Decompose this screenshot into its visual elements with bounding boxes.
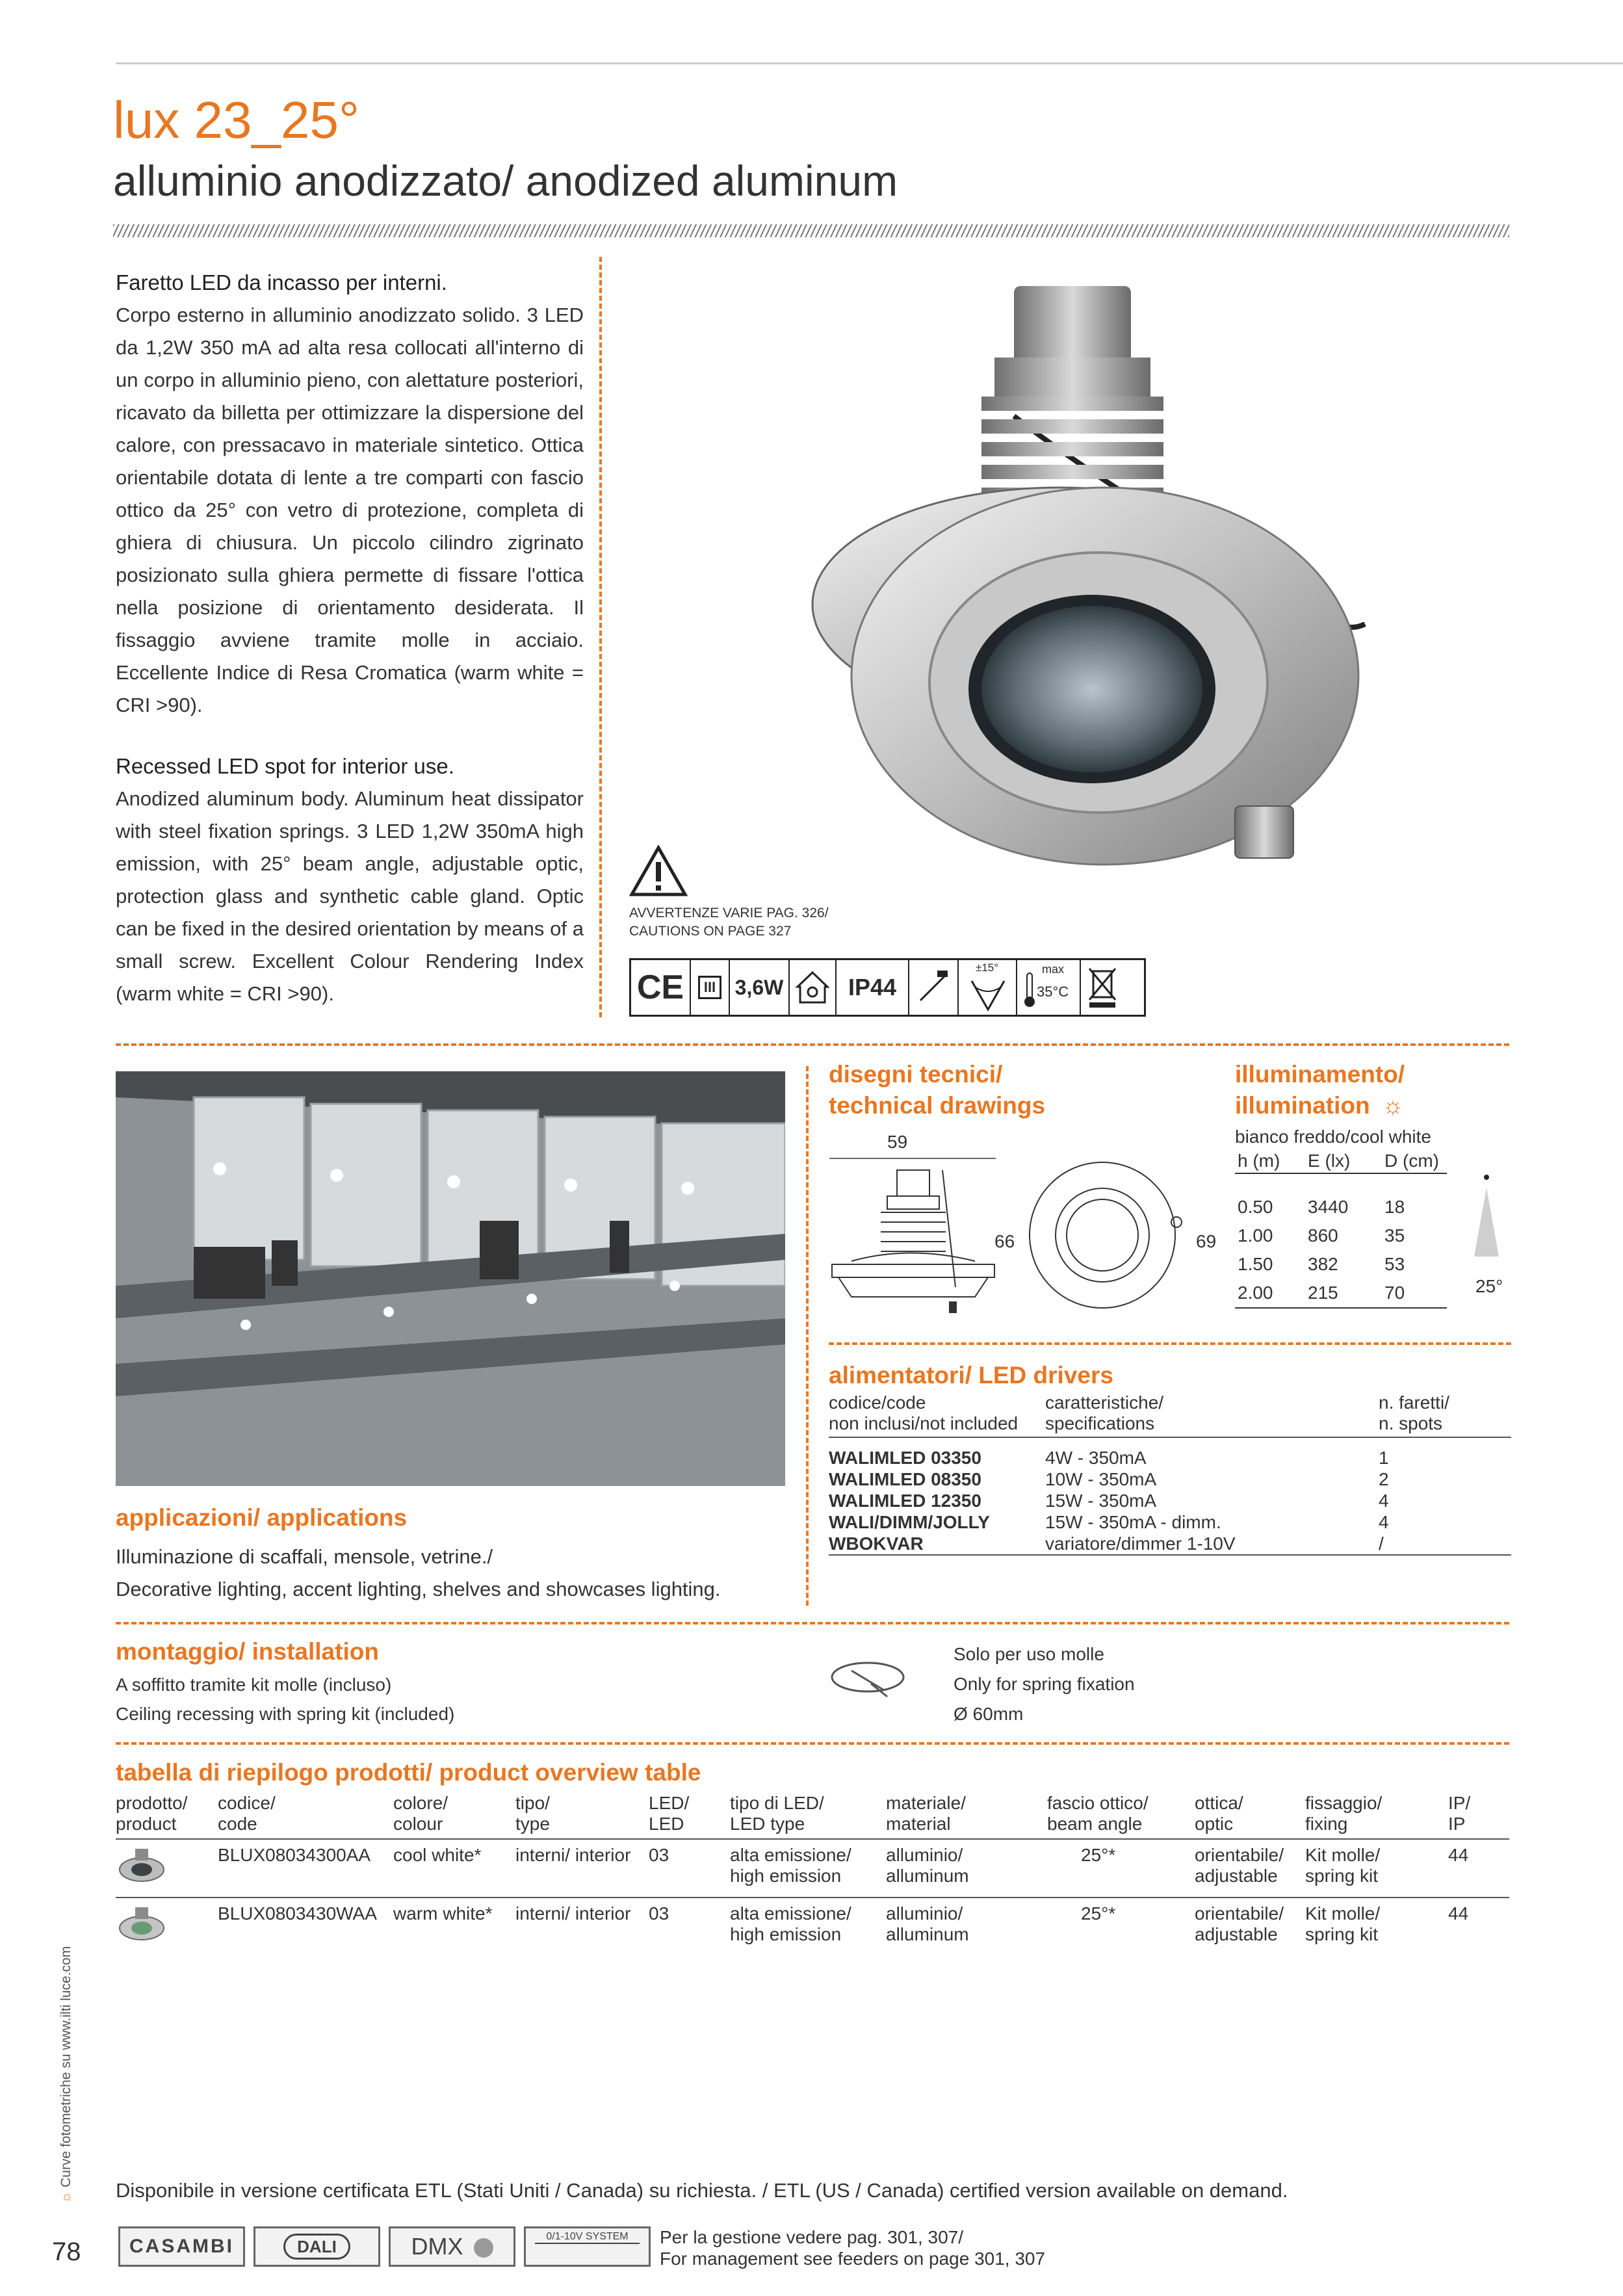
beam-angle-label: 25° (1475, 1276, 1503, 1296)
illumination-row: 2.00 215 70 (1235, 1279, 1447, 1308)
divider-horizontal-2 (116, 1622, 1509, 1624)
top-rule (116, 62, 1623, 64)
interior-icon (790, 960, 837, 1015)
casambi-logo: CASAMBI (118, 2226, 245, 2267)
management-line-1: Per la gestione vedere pag. 301, 307/ (660, 2227, 964, 2247)
description-en-title: Recessed LED spot for interior use. (116, 754, 454, 778)
driver-row: WALIMLED 12350 15W - 350mA 4 (829, 1491, 1389, 1511)
overview-row: BLUX08034300AA cool white* interni/ interior 03 alta emissione/ high emission alluminio/ alluminum 25°* orientabile/ adjustable Kit molle/ spring kit 44 (116, 1840, 1509, 1898)
dimension-height: 66 (994, 1231, 1015, 1251)
driver-row: WBOKVAR variatore/dimmer 1-10V / (829, 1533, 1511, 1556)
illumination-table (1235, 1149, 1447, 1309)
illumination-row: 0.50 3440 18 (1238, 1197, 1405, 1217)
class-iii-icon: III (691, 960, 730, 1015)
drivers-table (829, 1392, 1511, 1556)
dali-logo: DALI (253, 2226, 380, 2267)
warning-line-1: AVVERTENZE VARIE PAG. 326/ (629, 906, 829, 920)
description-it-title: Faretto LED da incasso per interni. (116, 270, 447, 294)
etl-note: Disponibile in versione certificata ETL (Stati Uniti / Canada) su richiesta. / ETL (US / Canada) certified version available on demand. (116, 2179, 1288, 2202)
installation-note-2: Only for spring fixation (954, 1674, 1135, 1694)
divider-vertical-middle (806, 1066, 809, 1606)
description (116, 267, 584, 1010)
divider-vertical-top (599, 257, 602, 1017)
overview-header-row: prodotto/ product codice/ code colore/ colour tipo/ type LED/ LED tipo di LED/ LED type materiale/ material fascio ottico/ beam angle ottica/ optic fissaggio/ fixing IP/ IP (116, 1793, 1509, 1840)
application-photo (116, 1071, 785, 1486)
page-subtitle: alluminio anodizzato/ anodized aluminum (113, 157, 898, 205)
illumination-title-2: illumination ☼ (1235, 1092, 1404, 1119)
installation-line-2: Ceiling recessing with spring kit (included) (116, 1704, 455, 1724)
weee-bin-icon (1081, 960, 1123, 1015)
illumination-row: 1.00 860 35 (1238, 1225, 1405, 1246)
ip-rating: IP44 (837, 960, 909, 1015)
drivers-header-row: codice/code non inclusi/not included caratteristiche/ specifications n. faretti/ n. spots (829, 1392, 1511, 1438)
applications-line-1: Illuminazione di scaffali, mensole, vetrine./ (116, 1545, 493, 1568)
divider-horizontal-1 (116, 1043, 1509, 1046)
page-title: lux 23_25° (113, 91, 359, 149)
technical-drawings-title-2: technical drawings (829, 1092, 1046, 1119)
ce-mark: CE (631, 960, 691, 1015)
dmx-logo: DMX (389, 2226, 515, 2267)
illumination-header: E (lx) (1308, 1151, 1351, 1171)
dimension-width: 59 (887, 1132, 908, 1152)
driver-row: WALI/DIMM/JOLLY 15W - 350mA - dimm. 4 (829, 1512, 1389, 1532)
dmx-globe-icon (474, 2238, 493, 2258)
illumination-title-1: illuminamento/ (1235, 1061, 1405, 1088)
illumination-row: 1.50 382 53 (1238, 1254, 1405, 1274)
drivers-title: alimentatori/ LED drivers (829, 1362, 1113, 1389)
management-line-2: For management see feeders on page 301, 307 (660, 2249, 1046, 2269)
side-note: ☼ Curve fotometriche su www.ilti luce.com (58, 1946, 73, 2204)
010v-logo: 0/1-10V SYSTEM (524, 2226, 651, 2267)
warning-line-2: CAUTIONS ON PAGE 327 (629, 924, 792, 939)
mounting-icon (909, 960, 959, 1015)
overview-title: tabella di riepilogo prodotti/ product overview table (116, 1759, 701, 1786)
sun-icon: ☼ (58, 2191, 73, 2204)
installation-note-3: Ø 60mm (954, 1704, 1024, 1724)
product-thumbnail (116, 1903, 218, 1957)
technical-drawing (825, 1131, 1228, 1320)
overview-row: BLUX0803430WAA warm white* interni/ interior 03 alta emissione/ high emission alluminio/ alluminum 25°* orientabile/ adjustable Kit molle/ spring kit 44 (116, 1898, 1509, 1957)
max-temp-icon: max 35°C (1017, 960, 1081, 1015)
applications-title: applicazioni/ applications (116, 1504, 408, 1531)
dimension-diameter: 69 (1196, 1231, 1217, 1251)
technical-drawings-title-1: disegni tecnici/ (829, 1061, 1003, 1088)
description-it-body: Corpo esterno in alluminio anodizzato solido. 3 LED da 1,2W 350 mA ad alta resa collocati all'interno di un corpo in alluminio pieno, con alettature posteriori, ricavato da billetta per ottimizzare la dispersione del calore, con pressacavo in materiale sintetico. Ottica orientabile dotata di lente a tre comparti con fascio ottico da 25° con vetro di protezione, completa di ghiera di chiusura. Un piccolo cilindro zigrinato posizionato sulla ghiera permette di fissare l'ottica nella posizione di orientamento desiderata. Il fissaggio avviene tramite molle in acciaio. Eccellente Indice di Resa Cromatica (warm white = CRI >90). (116, 304, 584, 716)
illumination-header: h (m) (1238, 1151, 1280, 1171)
driver-row: WALIMLED 03350 4W - 350mA 1 (829, 1448, 1389, 1468)
divider-horizontal-3 (116, 1742, 1509, 1745)
hatch-divider (113, 224, 1509, 237)
power-label: 3,6W (730, 960, 790, 1015)
beam-cone-icon (1470, 1173, 1503, 1258)
product-thumbnail (116, 1845, 218, 1897)
divider-horizontal-drivers (829, 1342, 1511, 1345)
product-photo (767, 260, 1417, 897)
driver-row: WALIMLED 08350 10W - 350mA 2 (829, 1469, 1389, 1489)
installation-title: montaggio/ installation (116, 1638, 379, 1665)
warning-icon (629, 845, 688, 897)
illumination-subtitle: bianco freddo/cool white (1235, 1127, 1431, 1147)
overview-table (116, 1793, 1509, 1957)
illumination-header-row (1235, 1149, 1447, 1173)
installation-note-1: Solo per uso molle (954, 1644, 1104, 1664)
description-en-body: Anodized aluminum body. Aluminum heat dissipator with steel fixation springs. 3 LED 1,2W 350mA high emission, with 25° beam angle, adjustable optic, protection glass and synthetic cable gland. Optic can be fixed in the desired orientation by means of a small screw. Excellent Colour Rendering Index (warm white = CRI >90). (116, 787, 584, 1005)
spring-fixation-icon (825, 1651, 910, 1703)
sun-icon: ☼ (1381, 1092, 1404, 1119)
installation-line-1: A soffitto tramite kit molle (incluso) (116, 1675, 392, 1695)
illumination-header: D (cm) (1384, 1151, 1439, 1171)
certification-strip (629, 958, 1146, 1017)
tilt-icon: ±15° (959, 960, 1017, 1015)
applications-line-2: Decorative lighting, accent lighting, shelves and showcases lighting. (116, 1578, 721, 1600)
page-number: 78 (52, 2237, 81, 2266)
